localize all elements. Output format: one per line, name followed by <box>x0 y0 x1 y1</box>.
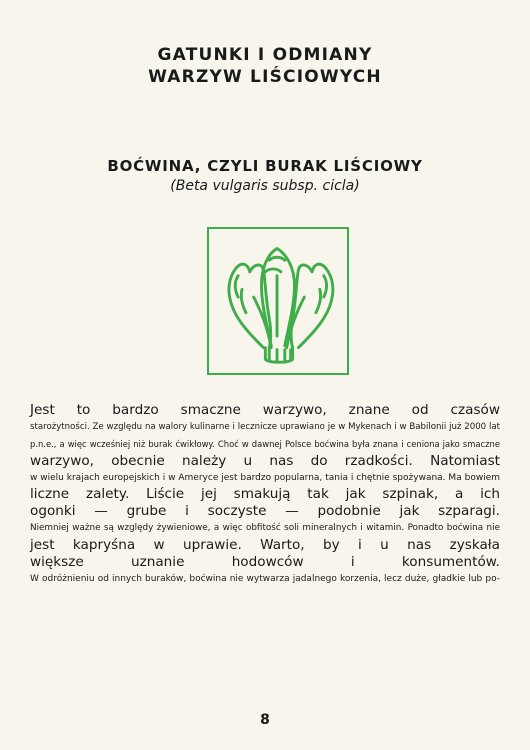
body-line: warzywo, obecnie należy u nas do rzadkości. Natomiast <box>30 452 500 469</box>
body-line: ogonki — grube i soczyste — podobnie jak szparagi. <box>30 503 500 520</box>
body-line: w wielu krajach europejskich i w Ameryce jest bardzo popularna, tania i chętnie spożywana. Ma bowiem <box>30 472 500 483</box>
latin-name: (Beta vulgaris subsp. cicla) <box>170 178 360 194</box>
body-line: liczne zalety. Liście jej smakują tak jak szpinak, a ich <box>30 486 500 503</box>
body-line: Niemniej ważne są względy żywieniowe, a więc obfitość soli mineralnych i witamin. Ponadto boćwina nie <box>30 523 500 534</box>
chard-plant-icon <box>209 229 347 373</box>
chapter-title-line-1: GATUNKI I ODMIANY <box>157 45 373 65</box>
body-line: większe uznanie hodowców i konsumentów. <box>30 554 500 571</box>
body-line: Jest to bardzo smaczne warzywo, znane od czasów <box>30 402 500 418</box>
body-line: p.n.e., a więc wcześniej niż burak ćwikłowy. Choć w dawnej Polsce boćwina była znana i ceniona jako smaczne <box>30 438 500 449</box>
body-line: W odróżnieniu od innych buraków, boćwina nie wytwarza jadalnego korzenia, lecz duże, gładkie lub po- <box>30 573 500 584</box>
chapter-title <box>0 44 530 88</box>
chard-illustration <box>207 227 349 375</box>
section-title: BOĆWINA, CZYLI BURAK LIŚCIOWY <box>107 157 423 175</box>
page-number: 8 <box>260 712 270 728</box>
body-text <box>30 402 500 588</box>
chapter-title-line-2: WARZYW LIŚCIOWYCH <box>148 67 382 87</box>
body-line: starożytności. Ze względu na walory kulinarne i lecznicze uprawiano je w Mykenach i w Babilonii już 2000 lat <box>30 421 500 432</box>
body-line: jest kapryśna w uprawie. Warto, by i u nas zyskała <box>30 537 500 554</box>
